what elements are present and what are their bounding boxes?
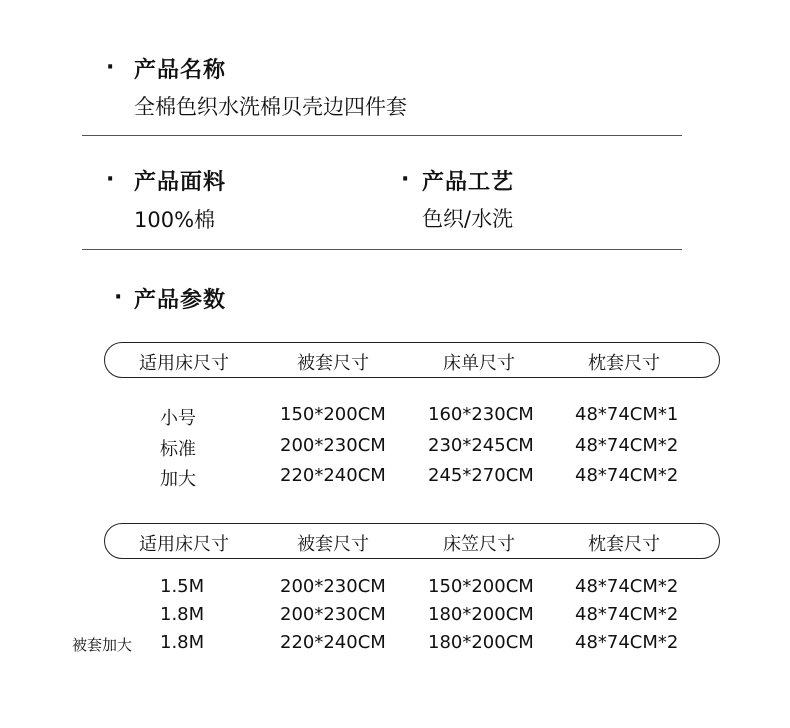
table2-cell: 48*74CM*2: [575, 576, 679, 597]
product-fabric-heading: 产品面料: [134, 170, 227, 195]
product-params-heading: 产品参数: [134, 288, 227, 313]
bullet-dot: ·: [106, 55, 115, 80]
table2-cell: 150*200CM: [428, 576, 534, 597]
table2-cell: 1.8M: [160, 632, 205, 653]
table2-header-bed-size: 适用床尺寸: [139, 534, 229, 555]
bullet-dot: ·: [114, 285, 123, 310]
table1-header-bed-size: 适用床尺寸: [139, 353, 229, 374]
table1-cell: 160*230CM: [428, 404, 534, 425]
product-name-value: 全棉色织水洗棉贝壳边四件套: [134, 95, 407, 119]
table2-cell: 180*200CM: [428, 604, 534, 625]
table1-header-sheet-size: 床单尺寸: [443, 353, 515, 374]
table1-cell: 加大: [160, 469, 196, 490]
table1-cell: 230*245CM: [428, 435, 534, 456]
table1-cell: 220*240CM: [280, 465, 386, 486]
table1-cell: 245*270CM: [428, 465, 534, 486]
table2-header-pillowcase-size: 枕套尺寸: [588, 534, 660, 555]
table1-cell: 48*74CM*2: [575, 465, 679, 486]
table2-cell: 200*230CM: [280, 604, 386, 625]
table2-cell: 1.5M: [160, 576, 205, 597]
table2-cell: 220*240CM: [280, 632, 386, 653]
table1-cell: 48*74CM*2: [575, 435, 679, 456]
bullet-dot: ·: [106, 167, 115, 192]
table2-side-note: 被套加大: [72, 636, 133, 654]
table2-cell: 48*74CM*2: [575, 632, 679, 653]
table2-cell: 48*74CM*2: [575, 604, 679, 625]
table2-header-fitted-sheet-size: 床笠尺寸: [443, 534, 515, 555]
table1-header-pillowcase-size: 枕套尺寸: [588, 353, 660, 374]
table2-cell: 1.8M: [160, 604, 205, 625]
table1-header-duvet-size: 被套尺寸: [297, 353, 369, 374]
divider: [82, 249, 682, 250]
table2-cell: 180*200CM: [428, 632, 534, 653]
table1-cell: 标准: [160, 439, 196, 460]
product-craft-heading: 产品工艺: [422, 170, 515, 195]
product-name-heading: 产品名称: [134, 58, 227, 83]
product-craft-value: 色织/水洗: [422, 207, 514, 231]
product-fabric-value: 100%棉: [134, 208, 216, 232]
table2-header-duvet-size: 被套尺寸: [297, 534, 369, 555]
table1-cell: 48*74CM*1: [575, 404, 679, 425]
table1-cell: 小号: [160, 408, 196, 429]
table1-cell: 200*230CM: [280, 435, 386, 456]
table1-cell: 150*200CM: [280, 404, 386, 425]
table2-cell: 200*230CM: [280, 576, 386, 597]
divider: [82, 135, 682, 136]
bullet-dot: ·: [401, 167, 410, 192]
